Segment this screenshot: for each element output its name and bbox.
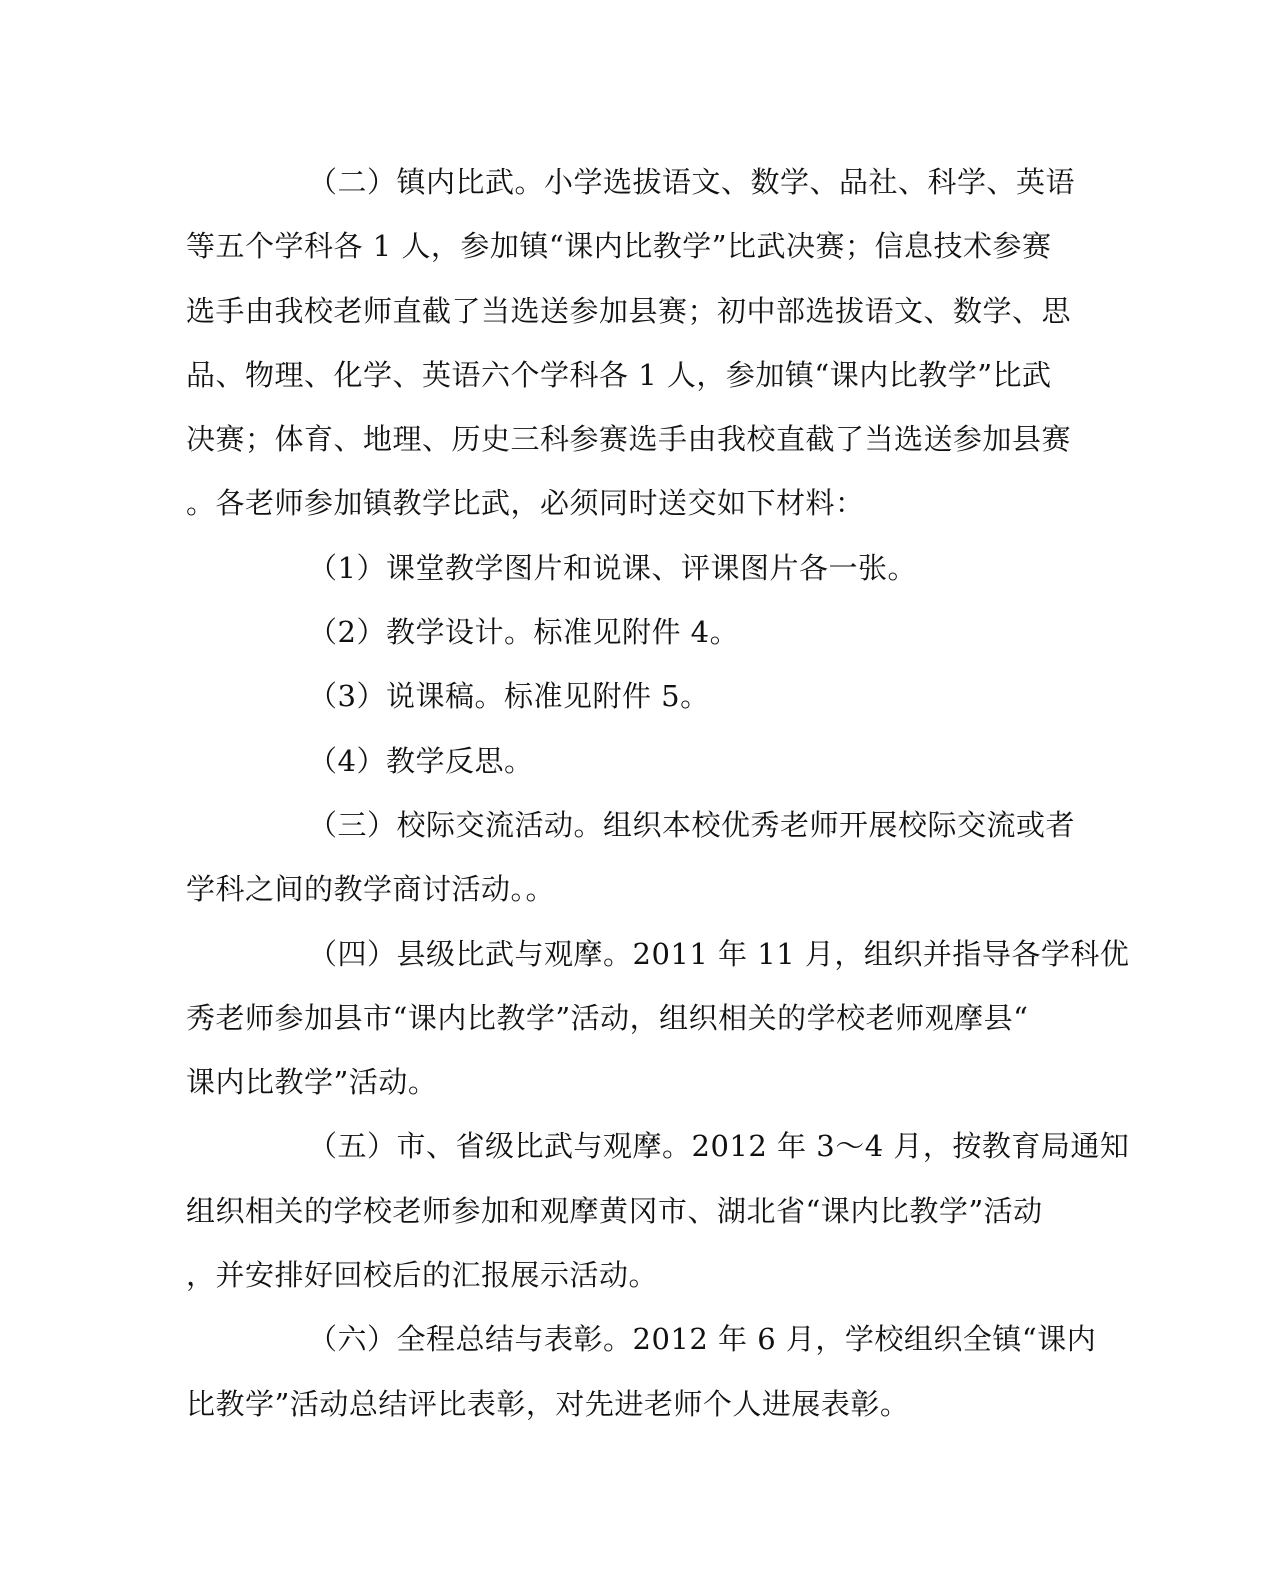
text-line: （二）镇内比武。小学选拔语文、数学、品社、科学、英语 [308,165,1076,199]
text-line: 学科之间的教学商讨活动。。 [186,872,556,907]
text-line: ，并安排好回校后的汇报展示活动。 [186,1258,659,1293]
text-line: 组织相关的学校老师参加和观摩黄冈市、湖北省“课内比教学”活动 [186,1193,1043,1228]
text-line: （1）课堂教学图片和说课、评课图片各一张。 [308,550,917,585]
document-page [186,150,1130,1436]
text-line: 选手由我校老师直截了当选送参加县赛；初中部选拔语文、数学、思 [186,293,1072,328]
text-line: 课内比教学”活动。 [186,1065,438,1100]
text-line: （六）全程总结与表彰。2012 年 6 月，学校组织全镇“课内 [308,1322,1097,1357]
text-line: （2）教学设计。标准见附件 4。 [308,615,740,650]
text-line: 。各老师参加镇教学比武，必须同时送交如下材料： [186,486,865,521]
text-line: （4）教学反思。 [308,743,534,778]
text-line: （五）市、省级比武与观摩。2012 年 3～4 月，按教育局通知 [308,1129,1130,1164]
text-line: （3）说课稿。标准见附件 5。 [308,679,710,714]
text-line: 品、物理、化学、英语六个学科各 1 人，参加镇“课内比教学”比武 [186,357,1052,392]
text-line: 秀老师参加县市“课内比教学”活动，组织相关的学校老师观摩县“ [186,1000,1029,1035]
text-line: （三）校际交流活动。组织本校优秀老师开展校际交流或者 [308,807,1076,842]
text-line: 决赛；体育、地理、历史三科参赛选手由我校直截了当选送参加县赛 [186,422,1072,457]
text-line: （四）县级比武与观摩。2011 年 11 月，组织并指导各学科优 [308,936,1130,971]
text-line: 比教学”活动总结评比表彰，对先进老师个人进展表彰。 [186,1386,910,1421]
text-line: 等五个学科各 1 人，参加镇“课内比教学”比武决赛；信息技术参赛 [186,229,1052,264]
